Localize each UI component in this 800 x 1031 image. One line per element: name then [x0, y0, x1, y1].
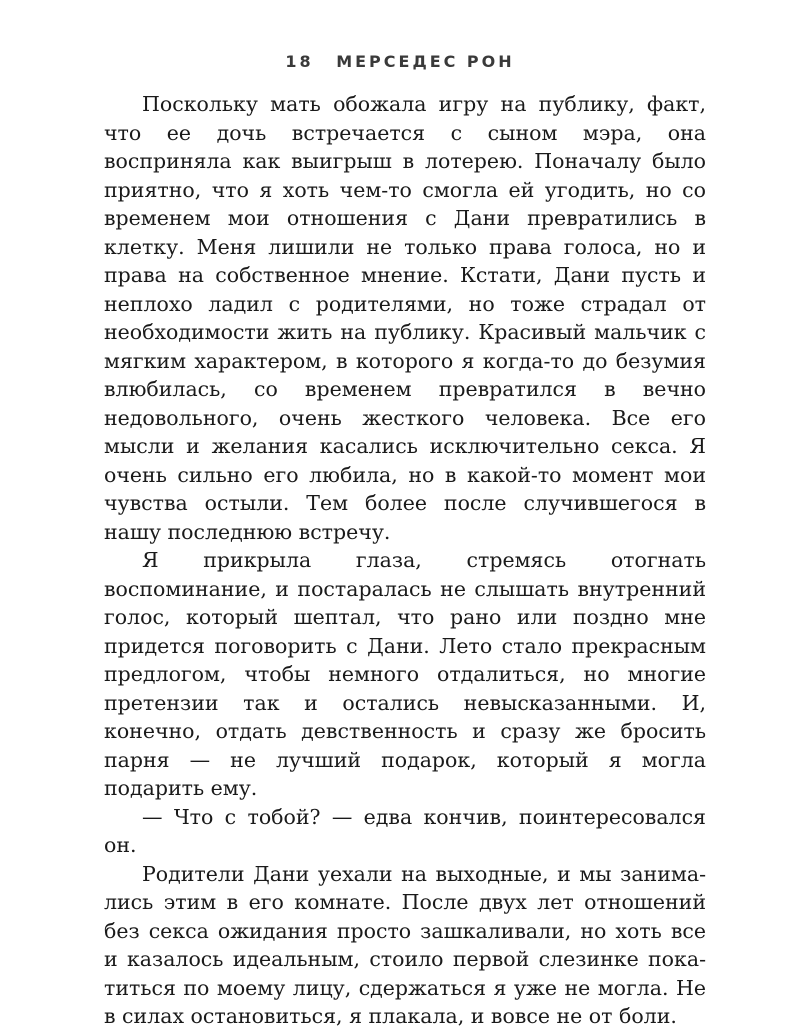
body-text [104, 90, 706, 1031]
paragraph: Я прикрыла глаза, стремясь отогнать воспоминание, и постаралась не слышать внутренний голос, который шептал, что рано или поздно мне придется поговорить с Дани. Лето стало прекрасным предлогом, чтобы немного отдалиться, но многие претензии так и остались невысказанными. И, конечно, отдать девственность и сразу же бросить парня — не лучший подарок, который я могла подарить ему. [104, 548, 706, 800]
paragraph: Родители Дани уехали на выходные, и мы занимались этим в его комнате. После двух лет отношений без секса ожидания просто зашкаливали, но хоть все и казалось идеальным, стоило первой слезинке покатиться по моему лицу, сдержаться я уже не могла. Не в силах остановиться, я плакала, и вовсе не от боли. [104, 861, 706, 1028]
paragraph: — Что с тобой? — едва кончив, поинтересовался он. [104, 804, 706, 857]
paragraph: Поскольку мать обожала игру на публику, факт, что ее дочь встречается с сыном мэра, она восприняла как выигрыш в лотерею. Поначалу было приятно, что я хоть чем-то смогла ей угодить, но со временем мои отношения с Дани превратились в клетку. Меня лишили не только права голоса, но и права на собственное мнение. Кстати, Дани пусть и неплохо ладил с родителями, но тоже страдал от необходимости жить на публику. Красивый мальчик с мягким характером, в которого я когда-то до безумия влюбилась, со временем превратился в вечно недовольного, очень жесткого человека. Все его мысли и желания касались исключительно секса. Я очень сильно его любила, но в какой-то момент мои чувства остыли. Тем более после случившегося в нашу последнюю встречу. [104, 92, 706, 544]
running-head [0, 50, 800, 74]
page-number: 18 [285, 52, 314, 71]
author-name: МЕРСЕДЕС РОН [336, 52, 515, 71]
